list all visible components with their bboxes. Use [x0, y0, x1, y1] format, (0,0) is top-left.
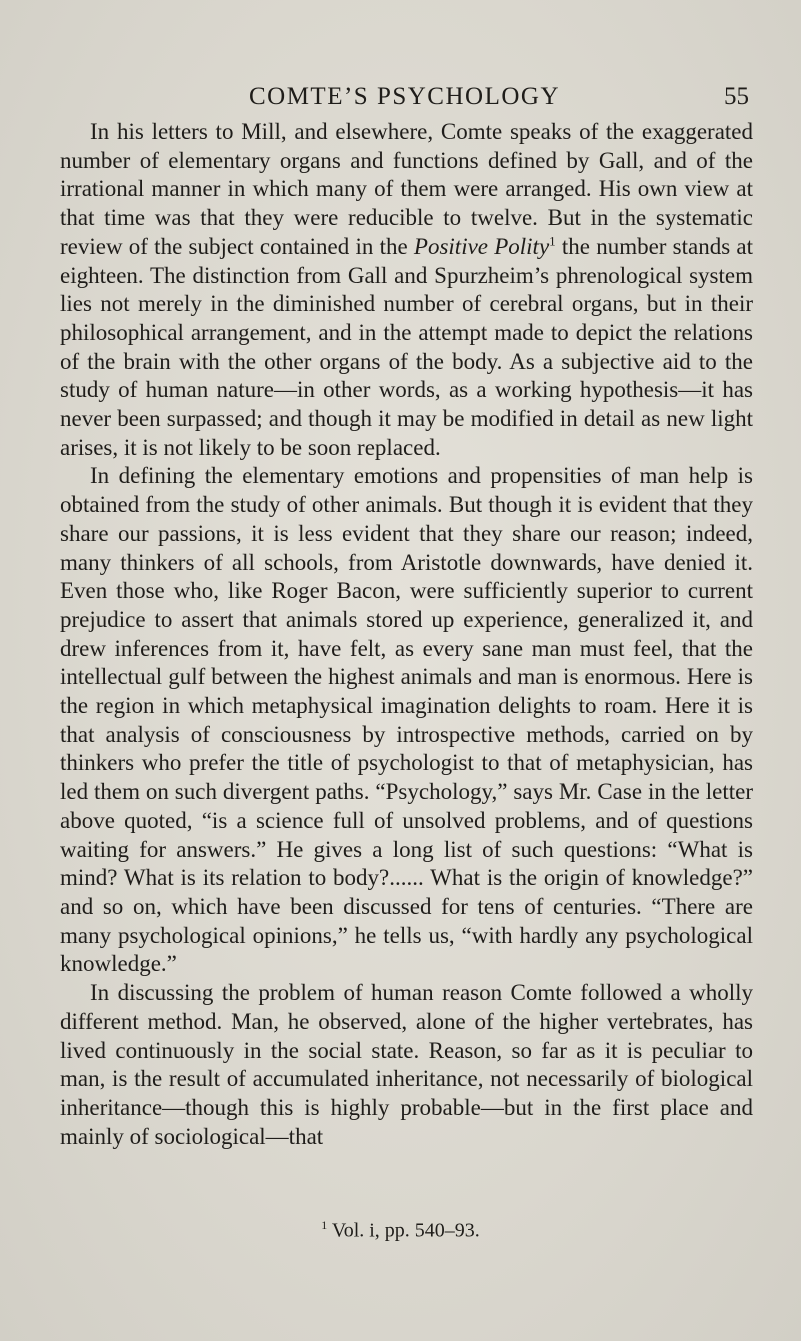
- paragraph-2: In defining the elementary emotions and propensities of man help is obtained from the study of other animals. But though it is evident that they share our passions, it is less evident that they share our reason; indeed, many thinkers of all schools, from Aristotle downwards, have denied it. Even those who, like Roger Bacon, were sufficiently superior to current prejudice to assert that animals stored up experience, generalized it, and drew inferences from it, have felt, as every sane man must feel, that the intellectual gulf between the highest animals and man is enormous. Here is the region in which metaphysical imagination delights to roam. Here it is that analysis of consciousness by introspective methods, carried on by thinkers who prefer the title of psychologist to that of metaphysician, has led them on such divergent paths. “Psychology,” says Mr. Case in the letter above quoted, “is a science full of unsolved problems, and of questions waiting for answers.” He gives a long list of such questions: “What is mind? What is its relation to body?...... What is the origin of knowledge?” and so on, which have been discussed for tens of centuries. “There are many psychological opinions,” he tells us, “with hardly any psychological knowledge.”: [60, 463, 753, 977]
- page-number: 55: [724, 83, 749, 110]
- footnote-reference: 1: [549, 233, 556, 249]
- book-title-positive-polity: Positive Polity: [413, 233, 550, 259]
- running-head: [60, 80, 749, 114]
- paragraph-1-text-start: In his letters to Mill, and elsewhere, Comte speaks of the exaggerated number of elementary organs and functions defined by Gall, and of the irrational manner in which many of them were arranged. His own view at that time was that they were reducible to twelve. But in the systematic review of the subject contained in the: [60, 119, 753, 259]
- body-text: [60, 118, 753, 1151]
- footnote-mark: 1: [321, 1218, 328, 1232]
- paragraph-1: [60, 118, 753, 462]
- paragraph-1-text-end: the number stands at eighteen. The distinction from Gall and Spurzheim’s phrenological system lies not merely in the diminished number of cerebral organs, but in their philosophical arrangement, and in the attempt made to depict the relations of the brain with the other organs of the body. As a subjective aid to the study of human nature—in other words, as a working hypothesis—it has never been surpassed; and though it may be modified in detail as new light arises, it is not likely to be soon replaced.: [60, 233, 753, 460]
- page-title: COMTE’S PSYCHOLOGY: [248, 83, 561, 110]
- footnote: [0, 1218, 801, 1243]
- paragraph-3: In discussing the problem of human reason Comte followed a wholly different method. Man, he observed, alone of the higher vertebrates, has lived continuously in the social state. Reason, so far as it is peculiar to man, is the result of accumulated inheritance, not necessarily of biological inheritance—though this is highly probable—but in the first place and mainly of sociological—that: [60, 980, 753, 1149]
- footnote-text: Vol. i, pp. 540–93.: [331, 1219, 480, 1242]
